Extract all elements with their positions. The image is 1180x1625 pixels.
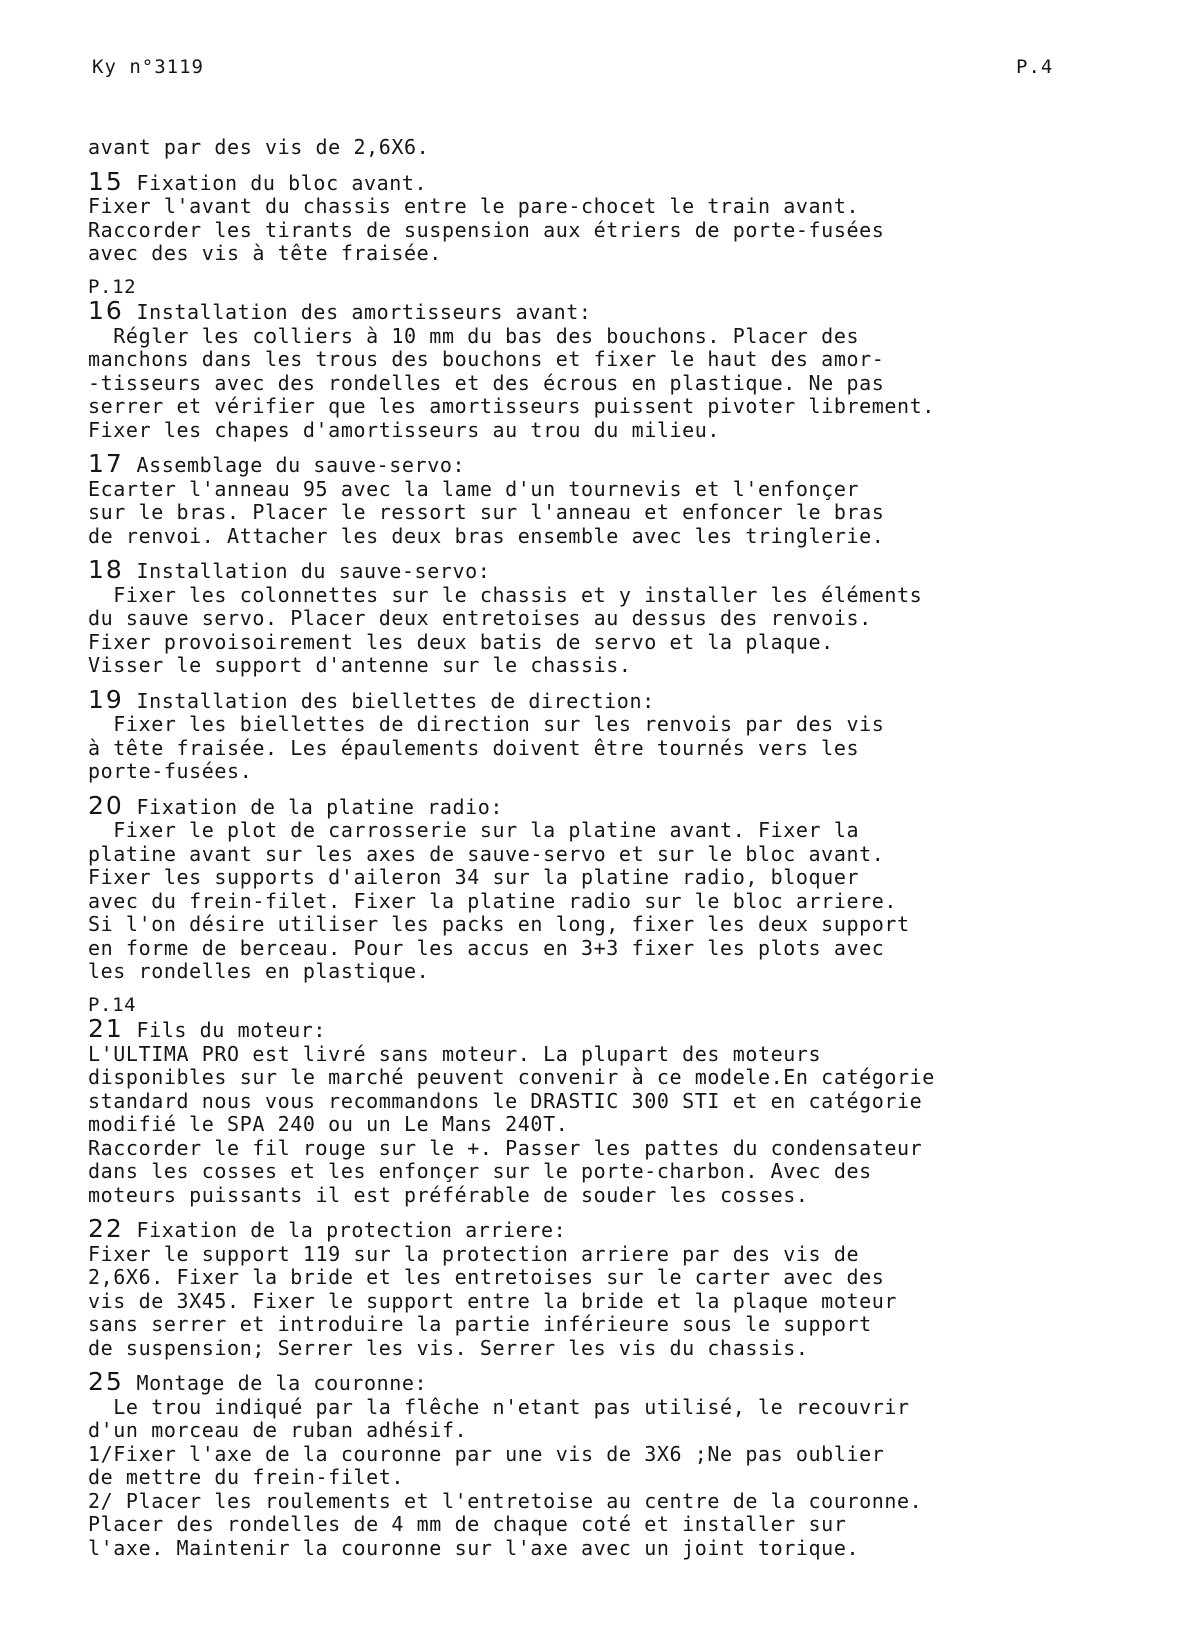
body-text-line: platine avant sur les axes de sauve-servo et sur le bloc avant. [88, 841, 885, 866]
section-number: 21 [88, 1014, 124, 1043]
body-text-line: Fixer le plot de carrosserie sur la platine avant. Fixer la [88, 818, 860, 842]
body-text-line: Régler les colliers à 10 mm du bas des bouchons. Placer des [88, 323, 860, 348]
section-number: 20 [88, 790, 124, 820]
page-number: P.4 [1016, 56, 1054, 78]
body-text-line: 2/ Placer les roulements et l'entretoise au centre de la couronne. [88, 1488, 923, 1513]
body-text-line: Le trou indiqué par la flêche n'etant pas utilisé, le recouvrir [88, 1394, 910, 1419]
body-text-line: dans les cosses et les enfonçer sur le porte-charbon. Avec des [88, 1159, 872, 1183]
intro-line: avant par des vis de 2,6X6. [88, 135, 430, 159]
body-text-line: Ecarter l'anneau 95 avec la lame d'un tournevis et l'enfonçer [88, 476, 860, 501]
section-heading [88, 790, 1088, 820]
body-text-line: modifié le SPA 240 ou un Le Mans 240T. [88, 1112, 569, 1136]
body-text-line: avec des vis à tête fraisée. [88, 241, 442, 265]
section-number: 18 [88, 555, 124, 584]
body-text-line: les rondelles en plastique. [88, 959, 430, 983]
body-text-line: Si l'on désire utiliser les packs en long, fixer les deux support [88, 912, 910, 936]
body-text-line: d'un morceau de ruban adhésif. [88, 1418, 468, 1442]
section-number: 22 [88, 1214, 124, 1243]
section-number: 19 [88, 684, 124, 714]
body-text-line: disponibles sur le marché peuvent convenir à ce modele.En catégorie [88, 1065, 935, 1089]
section-heading [88, 555, 1088, 584]
section-number: 15 [88, 166, 124, 196]
body-text-line: de mettre du frein-filet. [88, 1465, 405, 1489]
section-title: Fixation du bloc avant. [123, 170, 428, 195]
body-text-line: serrer et vérifier que les amortisseurs puissent pivoter librement. [88, 394, 935, 418]
body-text-line: Fixer le support 119 sur la protection arriere par des vis de [88, 1241, 860, 1266]
body-text-line: Placer des rondelles de 4 mm de chaque coté et installer sur [88, 1512, 847, 1536]
body-text-line: 2,6X6. Fixer la bride et les entretoises sur le carter avec des [88, 1265, 885, 1289]
section-title: Montage de la couronne: [123, 1371, 428, 1395]
body-text-line: -tisseurs avec des rondelles et des écrous en plastique. Ne pas [88, 370, 885, 395]
body-text-line: moteurs puissants il est préférable de souder les cosses. [88, 1182, 809, 1207]
section-heading [88, 166, 1088, 196]
section-title: Fixation de la platine radio: [123, 794, 504, 819]
section-heading [88, 684, 1088, 714]
page-reference: P.14 [88, 993, 137, 1016]
body-text-line: Raccorder les tirants de suspension aux étriers de porte-fusées [88, 217, 885, 242]
section-number: 17 [88, 449, 124, 478]
body-text-line: L'ULTIMA PRO est livré sans moteur. La plupart des moteurs [88, 1041, 822, 1066]
section-title: Fils du moteur: [123, 1018, 327, 1042]
section-heading [88, 296, 1088, 325]
section-number: 16 [88, 296, 124, 325]
sections-list [88, 166, 1088, 1561]
body-text-line: 1/Fixer l'axe de la couronne par une vis de 3X6 ;Ne pas oublier [88, 1441, 885, 1466]
body-text-line: manchons dans les trous des bouchons et fixer le haut des amor- [88, 347, 885, 371]
body-text-line: vis de 3X45. Fixer le support entre la bride et la plaque moteur [88, 1288, 898, 1313]
body-text-line: Fixer l'avant du chassis entre le pare-chocet le train avant. [88, 194, 860, 218]
body-text-line: à tête fraisée. Les épaulements doivent être tournés vers les [88, 735, 860, 760]
body-text-line: Fixer les supports d'aileron 34 sur la platine radio, bloquer [88, 865, 860, 889]
body-text-line: de suspension; Serrer les vis. Serrer les vis du chassis. [88, 1335, 809, 1360]
section-heading [88, 1014, 1088, 1043]
body-text-line: sans serrer et introduire la partie inférieure sous le support [88, 1312, 872, 1336]
body-text-line: en forme de berceau. Pour les accus en 3+3 fixer les plots avec [88, 935, 885, 960]
body-text-line: avec du frein-filet. Fixer la platine radio sur le bloc arriere. [88, 888, 898, 913]
page-header-reference: Ky n°3119 [92, 56, 204, 78]
section-heading [88, 1214, 1088, 1243]
section-title: Installation du sauve-servo: [123, 559, 491, 583]
section-number: 25 [88, 1367, 124, 1396]
body-text-line: de renvoi. Attacher les deux bras ensemble avec les tringlerie. [88, 523, 885, 548]
body-text-line: sur le bras. Placer le ressort sur l'anneau et enfoncer le bras [88, 500, 885, 524]
section-heading [88, 1367, 1088, 1396]
page-reference: P.12 [88, 275, 137, 298]
document-body [88, 136, 1088, 1560]
body-text-line: Fixer les biellettes de direction sur les renvois par des vis [88, 712, 885, 736]
body-text-line: Visser le support d'antenne sur le chassis. [88, 653, 632, 677]
body-text-line: standard nous vous recommandons le DRASTIC 300 STI et en catégorie [88, 1088, 923, 1113]
body-text-line: Fixer les chapes d'amortisseurs au trou du milieu. [88, 417, 721, 442]
body-text-line: du sauve servo. Placer deux entretoises au dessus des renvois. [88, 606, 872, 630]
body-text-line: Fixer provoisoirement les deux batis de servo et la plaque. [88, 629, 834, 654]
body-text-line: Raccorder le fil rouge sur le +. Passer les pattes du condensateur [88, 1135, 923, 1160]
section-title: Fixation de la protection arriere: [123, 1218, 567, 1242]
section-heading [88, 449, 1088, 478]
section-title: Assemblage du sauve-servo: [123, 453, 466, 477]
body-text-line: Fixer les colonnettes sur le chassis et y installer les éléments [88, 582, 923, 607]
section-title: Installation des amortisseurs avant: [123, 300, 592, 324]
body-text-line: porte-fusées. [88, 759, 253, 783]
section-title: Installation des biellettes de direction: [123, 688, 655, 713]
body-text-line: l'axe. Maintenir la couronne sur l'axe avec un joint torique. [88, 1535, 860, 1560]
